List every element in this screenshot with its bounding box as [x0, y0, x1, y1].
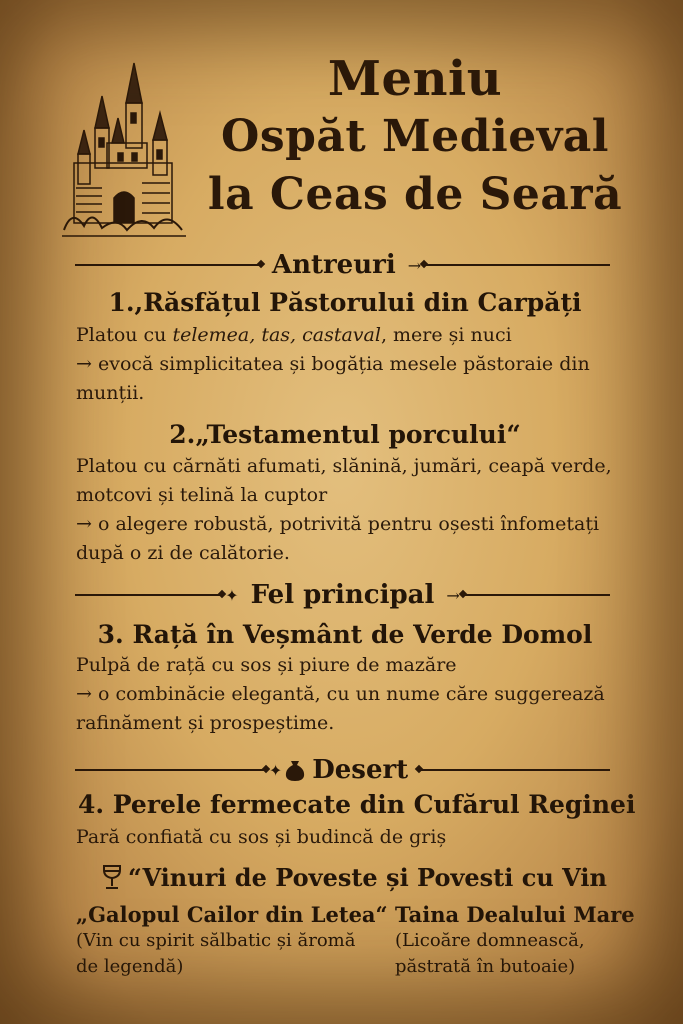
wine-name: Taina Dealului Mare — [395, 902, 635, 927]
ornament-icon: → — [407, 255, 422, 275]
menu-item-description: Pulpă de rață cu sos și piure de mazăre → o combinăcie elegantă, cu un nume căre suggerează rafinăment și prospeștime. — [76, 651, 621, 738]
title-line-3: la Ceas de Seară — [207, 169, 623, 220]
ornament-icon: ✦ — [225, 585, 239, 605]
menu-item-note: → evocă simplicitatea și bogăția mesele păstoraie din munții. — [76, 353, 590, 404]
ornament-icon: → — [446, 585, 460, 605]
section-divider-appetizers — [75, 250, 610, 280]
menu-item-description: Platou cu telemea, tas, castaval, mere și nuci → evocă simplicitatea și bogăția mesele păstoraie din munții. — [76, 321, 621, 408]
menu-item-title: 1.,Răsfățul Păstorului din Carpăți — [108, 288, 582, 317]
section-divider-dessert — [75, 755, 610, 785]
title-line-2: Ospăt Medieval — [221, 111, 609, 162]
ornament-icon: ✦ — [268, 760, 283, 780]
menu-item-title: 4. Perele fermecate din Cufărul Reginei — [78, 790, 636, 819]
title-line-1: Meniu — [327, 51, 503, 107]
castle-icon — [62, 58, 187, 238]
menu-title — [180, 50, 650, 224]
wine-right — [395, 902, 655, 980]
menu-item-title: 2.„Testamentul porcului“ — [169, 420, 521, 449]
pouch-icon — [284, 758, 306, 782]
wines-heading: “Vinuri de Poveste și Povesti cu Vin — [100, 863, 600, 892]
wine-description: păstrată în butoaie) — [395, 956, 576, 977]
menu-item-note: → o alegere robustă, potrivită pentru oșesti înfometați după o zi de calătorie. — [76, 513, 600, 564]
wine-description: (Vin cu spirit sălbatic și ăromă — [76, 930, 356, 951]
menu-item-note: → o combinăcie elegantă, cu un nume căre suggerează rafinăment și prospeștime. — [76, 683, 605, 734]
section-divider-main — [75, 580, 610, 610]
wine-glass-icon — [100, 864, 124, 890]
section-heading-appetizers: Antreuri — [271, 250, 396, 280]
wine-description: de legendă) — [76, 956, 184, 977]
menu-item-title: 3. Rață în Veșmânt de Verde Domol — [97, 620, 593, 649]
menu-item-description: Pară confiată cu sos și budincă de griș — [76, 826, 447, 848]
wine-name: „Galopul Cailor din Letea“ — [76, 902, 388, 927]
section-heading-dessert: Desert — [312, 755, 409, 785]
wine-left — [76, 902, 388, 980]
menu-item-description: Platou cu cărnăti afumati, slănină, jumări, ceapă verde, motcovi și telină la cuptor → o alegere robustă, potrivită pentru oșesti înfometați după o zi de calătorie. — [76, 452, 621, 568]
wine-description: (Licoăre domnească, — [395, 930, 585, 951]
section-heading-main: Fel principal — [250, 580, 435, 610]
